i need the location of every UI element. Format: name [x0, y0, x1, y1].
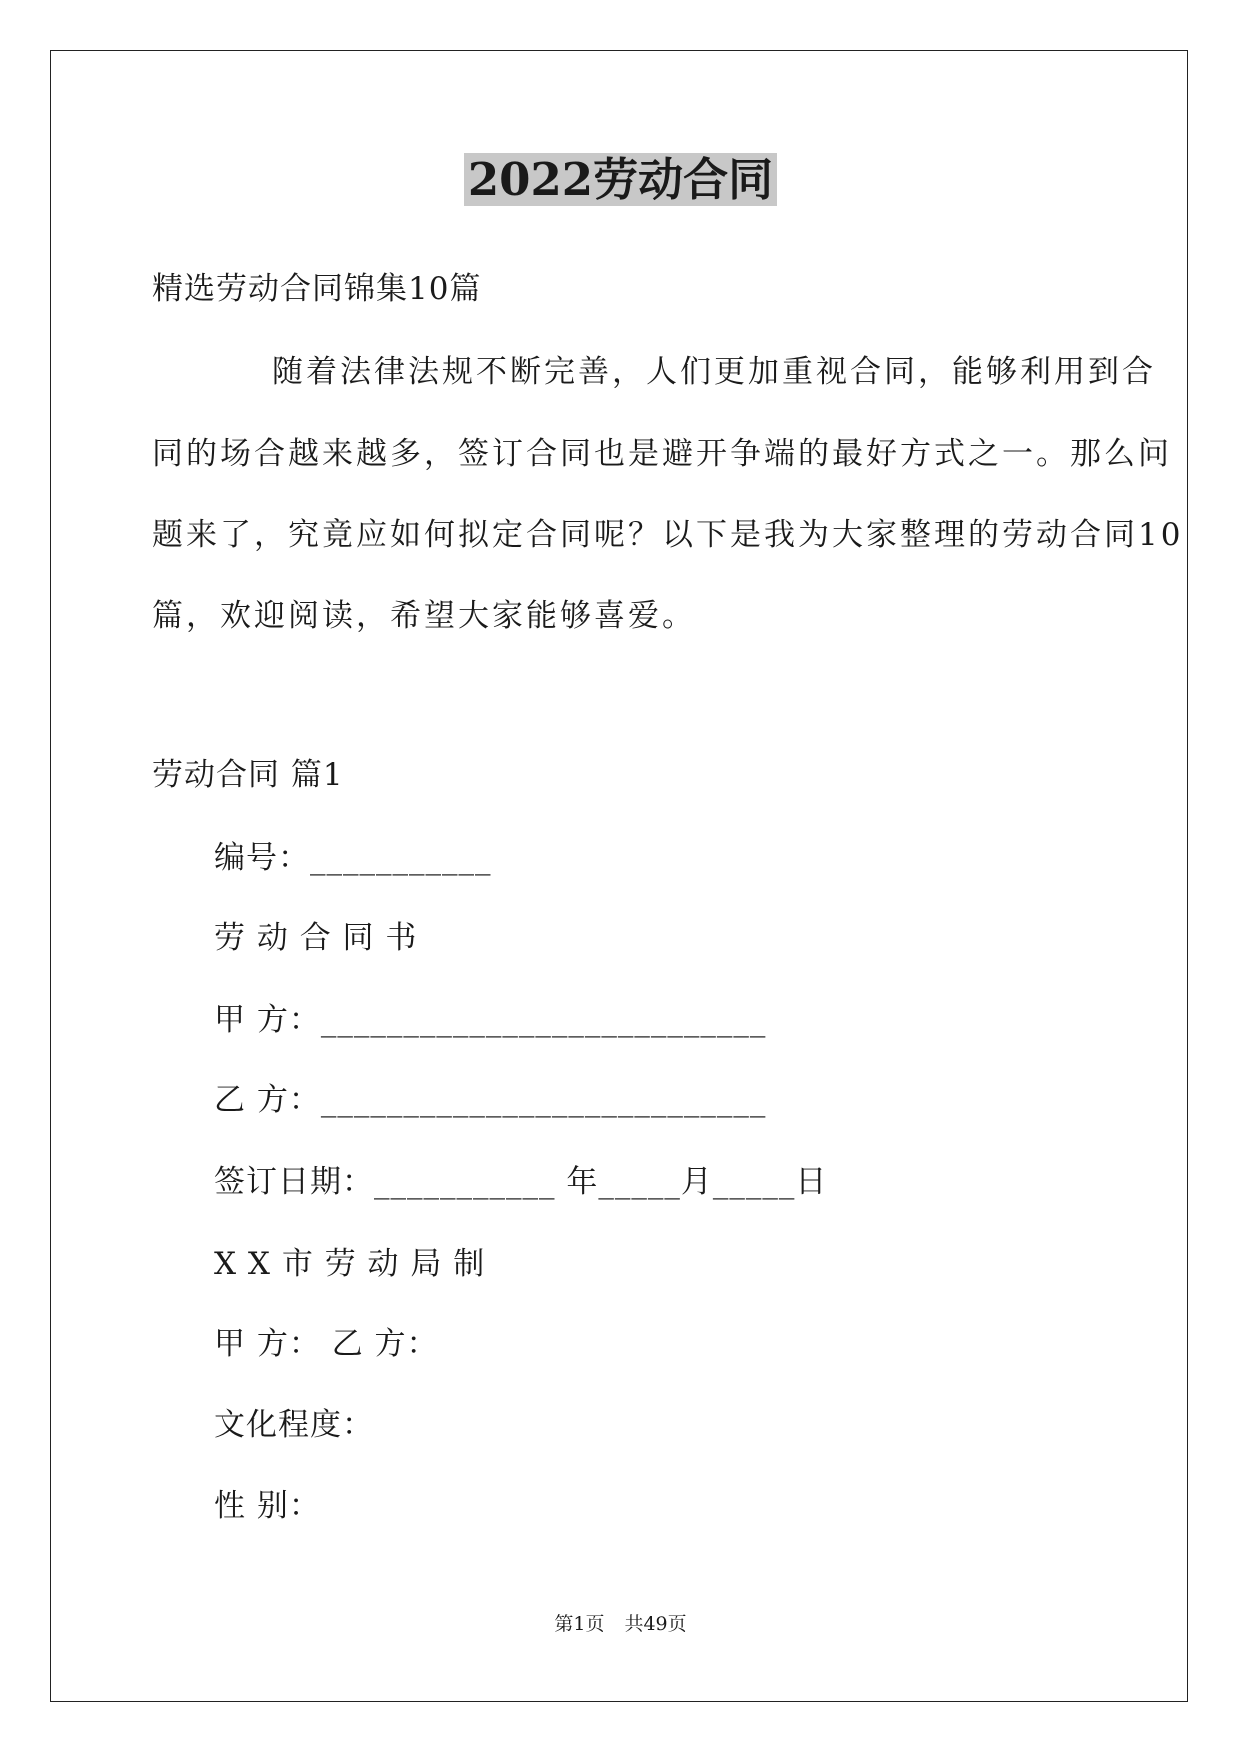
party-b-field: 乙 方：___________________________ [214, 1082, 767, 1118]
party-a-field: 甲 方：___________________________ [214, 1002, 767, 1038]
intro-line-3: 题来了，究竟应如何拟定合同呢？以下是我为大家整理的劳动合同10 [152, 517, 1184, 553]
issuing-bureau: X X 市 劳 动 局 制 [214, 1246, 486, 1282]
page-current: 第1页 [554, 1613, 605, 1635]
contract-number-field: 编号：___________ [214, 840, 492, 876]
document-title: 2022劳动合同 [0, 152, 1241, 208]
parties-row: 甲 方： 乙 方： [214, 1326, 439, 1362]
page-total: 共49页 [624, 1613, 687, 1635]
signing-date-field: 签订日期：___________ 年_____月_____日 [214, 1164, 828, 1200]
document-subtitle: 精选劳动合同锦集10篇 [152, 271, 482, 307]
page-footer [0, 1612, 1241, 1636]
intro-line-2: 同的场合越来越多，签订合同也是避开争端的最好方式之一。那么问 [152, 436, 1172, 472]
intro-line-1: 随着法律法规不断完善，人们更加重视合同，能够利用到合 [272, 354, 1156, 390]
gender-field: 性 别： [214, 1488, 321, 1524]
contract-book-heading: 劳 动 合 同 书 [214, 920, 418, 956]
education-field: 文化程度： [214, 1407, 374, 1443]
section-title: 劳动合同 篇1 [152, 757, 344, 793]
intro-line-4: 篇，欢迎阅读，希望大家能够喜爱。 [152, 598, 696, 634]
